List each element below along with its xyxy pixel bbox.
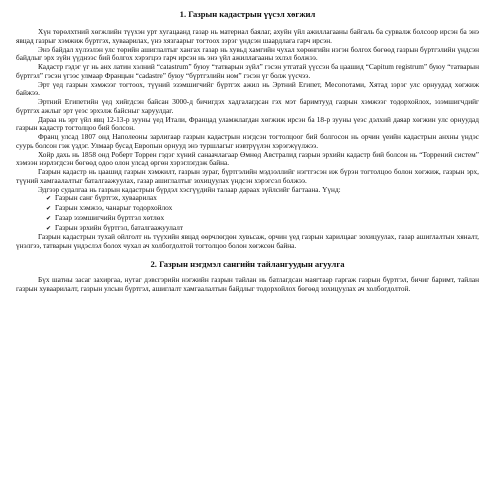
paragraph: Эртний Египетийн үед хийгдсэн байсан 3000-д бичигдэх хадгалагдсан гэх мэт баримтууд газрын хэмжээг тодорхойлох, эзэмшигчдийг бүртгэх ажлыг эрт үеэс эрхэлж байсныг харуулдаг.: [16, 97, 479, 115]
paragraph: Хүн төрөлхтний хөгжлийн түүхэн урт хугацаанд газар нь материал баялаг, ахуйн үйл ажиллагааны байгаль ба сурвалж болсоор ирсэн ба энэ явцад газрыг хэмжиж бүртгэх, хуваарилах, үнэ хязгаарыг тогтоох зэрэг үндсэн шаардлага гарч ирсэн.: [16, 27, 479, 45]
paragraph: Эрт үед газрын хэмжээг тогтоох, түүний эзэмшигчийг бүртгэх ажил нь Эртний Египет, Месопотами, Хятад зэрэг улс орнуудад хөгжиж байжээ.: [16, 79, 479, 98]
checkmark-bullet-icon: ✔: [46, 225, 52, 232]
paragraph: Газрын кадастр нь цаашид газрын хэмжилт, газрын зураг, бүртгэлийн мэдээллийг нэгтгэсэн иж бүрэн тогтолцоо болон хөгжиж, газрын эрх, түүний хамгаалалтыг баталгаажуулах, газар ашиглалтыг зохицуулах үндсэн хэрэгсэл болжээ.: [16, 167, 479, 185]
paragraph: Эдгээр судалгаа нь газрын кадастрын бүрдэл хэсгүүдийн талаар дараах зүйлсийг багтаана. Үүнд:: [38, 184, 341, 194]
paragraph: Хойр дахь нь 1858 онд Роберт Торрен гэдэг хүний санаачлагаар Өмнөд Австралид газрын эрхийн кадастр бий болсон нь “Торрений систем” хэмээн нэрлэгдсэн бөгөөд одоо олон улсад өргөн хэрэглэгдэж байна.: [16, 149, 479, 168]
list-item-text: Газрын санг бүртгэх, хуваарилах: [55, 193, 157, 203]
list-item-text: Газар эзэмшигчийн бүртгэл хөтлөх: [55, 212, 165, 222]
paragraph: Дараа нь эрт үйл явц 12-13-р зууны үед Итали, Францад уламжлагдан хөгжиж ирсэн ба 18-р зууны үеэс дэлхий даяар хөгжин улс орнуудад газрын кадастр тогтолцоо бий болсон.: [16, 114, 479, 133]
bullet-list: [16, 194, 479, 233]
list-item-text: Газрын эрхийн бүртгэл, баталгаажуулалт: [55, 222, 184, 232]
checkmark-bullet-icon: ✔: [46, 215, 52, 222]
section-2-body: [16, 276, 479, 294]
checkmark-bullet-icon: ✔: [46, 196, 52, 203]
section-2-heading: 2. Газрын нэгдмэл сангийн тайлангуудын агуулга: [150, 258, 345, 269]
section-1-body: [16, 28, 479, 251]
paragraph: Бүх шатны засаг захиргаа, нутаг дэвсгэрийн нэгжийн газрын тайлан нь батлагдсан маягтаар гаргаж газрын бүртгэл, бичиг баримт, тайлан газрын хуваарилалт, газрын улсын бүртгэл, ашиглалт хамгаалалтын байдлыг тодорхойлох бөгөөд зохицуулах ач холбогдолтой.: [16, 274, 479, 293]
paragraph: Газрын кадастрын тухай ойлголт нь түүхийн явцад өөрчлөгдөн хувьсаж, орчин үед газрын харилцааг зохицуулах, газар ашиглалтын хяналт, үнэлгээ, татварын үндэслэл болох чухал ач холбогдолтой тогтолцоо болон хөгжсөн байна.: [16, 232, 479, 250]
checkmark-bullet-icon: ✔: [46, 206, 52, 212]
paragraph: Франц улсад 1807 онд Наполеоны зарлигаар газрын кадастрын нэгдсэн тогтолцоог бий болгосон нь орчин үеийн кадастрын анхны үндэс суурь болсон гэж үздэг. Улмаар бусад Европын орнууд энэ туршлагыг нэвтрүүлэн хэрэгжүүлжээ.: [16, 132, 479, 150]
paragraph: Энэ байдал хүлээлэн улс төрийн ашиглалтыг хангах газар нь хувьд хамгийн чухал хөрөнгийн нэгэн болгох бөгөөд газрын бүртгэлийн үндсэн байдлыг эрх зүйн үүднээс бий болгох хэрэгцээ гарч ирсэн нь энэ үйл ажиллагааны эхлэл болжээ.: [16, 44, 479, 63]
section-1-heading: 1. Газрын кадастрын үүсэл хөгжил: [179, 9, 316, 19]
paragraph: Кадастр гэдэг үг нь анх латин хэлний “catastrum” буюу “татварын зүйл” гэсэн утгатай үүссэн ба цаашид “Capitum registrum” буюу “татварын бүртгэл” гэсэн үгээс улмаар Францын “cadastre” буюу “бүртгэлийн ном” гэсэн үг болж үүсчээ.: [16, 62, 479, 80]
list-item-text: Газрын хэмжээ, чанарыг тодорхойлох: [55, 203, 173, 212]
